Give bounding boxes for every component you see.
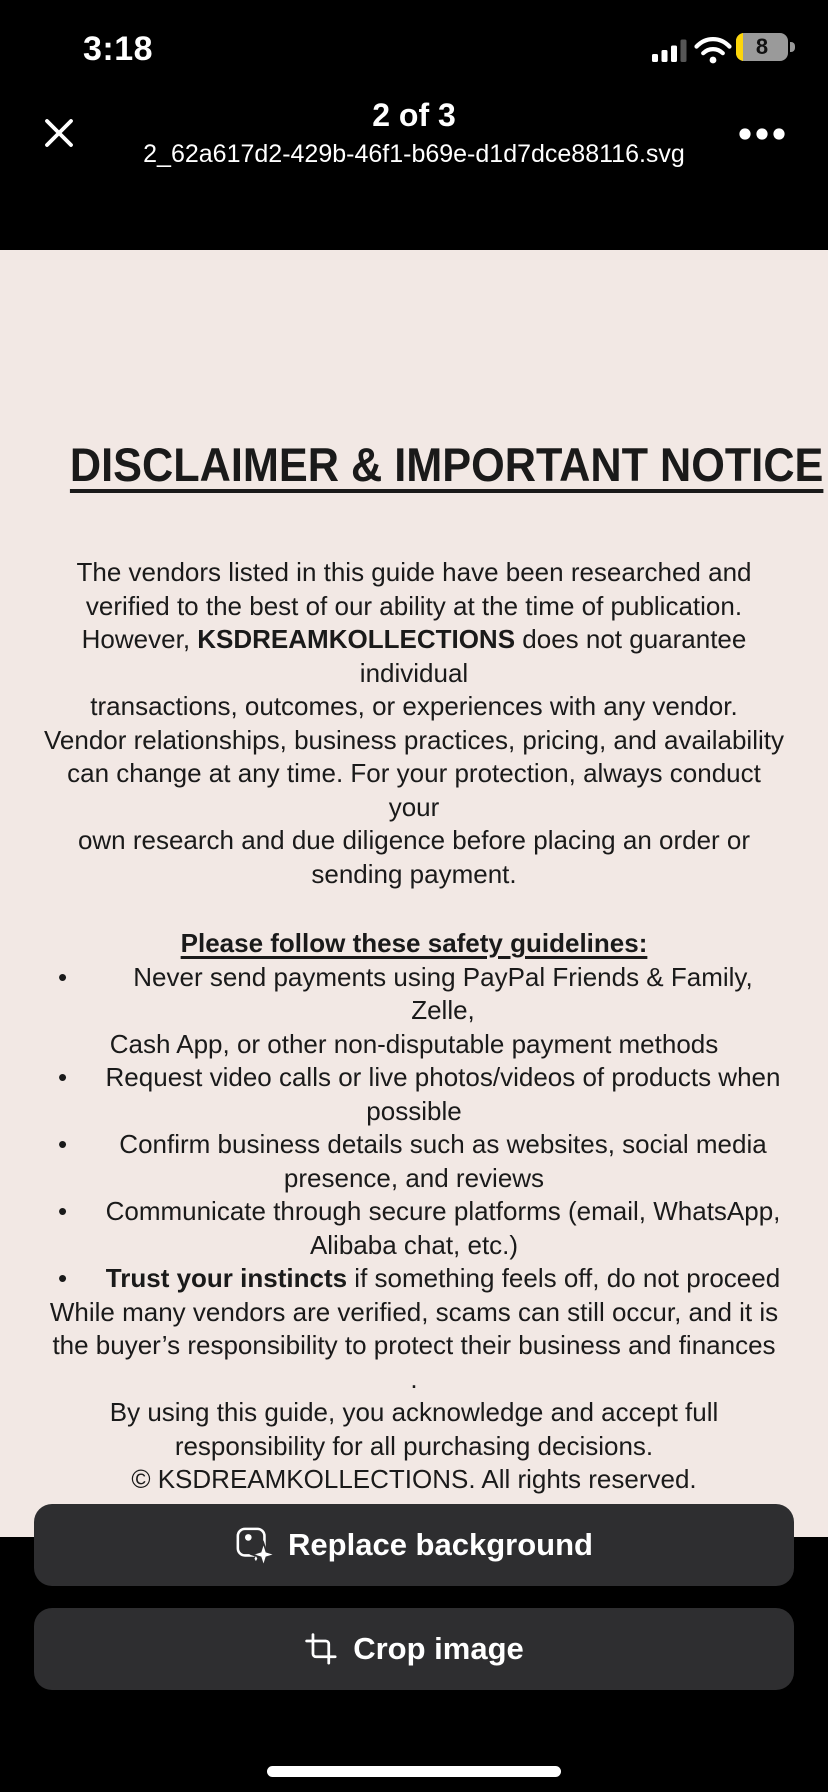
intro-line: Vendor relationships, business practices, pricing, and availability — [44, 724, 784, 755]
bullet-icon: • — [58, 1263, 68, 1293]
outro-line: responsibility for all purchasing decisions. — [174, 1430, 654, 1461]
close-button[interactable] — [34, 108, 84, 158]
document-title: DISCLAIMER & IMPORTANT NOTICE — [69, 438, 824, 491]
copyright-line: © KSDREAMKOLLECTIONS. All rights reserved. — [131, 1464, 697, 1494]
close-icon — [41, 115, 77, 151]
battery-cap — [790, 42, 795, 52]
intro-paragraph — [40, 556, 788, 891]
replace-background-button[interactable] — [34, 1504, 794, 1586]
header-titles — [100, 96, 728, 170]
crop-image-label: Crop image — [353, 1631, 524, 1666]
more-options-button[interactable] — [738, 116, 794, 152]
battery-percent: 8 — [755, 34, 769, 59]
crop-icon — [304, 1632, 338, 1666]
home-indicator[interactable] — [267, 1766, 561, 1777]
status-time: 3:18 — [82, 30, 154, 68]
intro-line: However, KSDREAMKOLLECTIONS does not guarantee individual — [81, 624, 747, 688]
intro-line: The vendors listed in this guide have been researched and — [76, 557, 752, 587]
list-item: • Communicate through secure platforms (email, WhatsApp, Alibaba chat, etc.) — [58, 1196, 781, 1260]
intro-line: sending payment. — [311, 858, 517, 889]
crop-image-button[interactable] — [34, 1608, 794, 1690]
document-content — [0, 436, 828, 1497]
wifi-icon — [694, 37, 732, 64]
replace-background-icon — [235, 1526, 273, 1564]
outro-line: . — [410, 1363, 418, 1394]
bullet-icon: • — [58, 1062, 68, 1092]
list-item: • Confirm business details such as websites, social media presence, and reviews — [58, 1129, 767, 1193]
battery-icon — [736, 33, 788, 61]
guidelines-heading: Please follow these safety guidelines: — [180, 928, 648, 958]
intro-line: verified to the best of our ability at the time of publication. — [85, 590, 743, 621]
more-options-icon — [738, 127, 786, 141]
outro-line: the buyer’s responsibility to protect their business and finances — [52, 1330, 776, 1360]
intro-line: own research and due diligence before placing an order or — [77, 825, 751, 855]
filename: 2_62a617d2-429b-46f1-b69e-d1d7dce88116.svg — [143, 140, 685, 168]
document-preview[interactable] — [0, 250, 828, 1537]
bullet-icon: • — [58, 1129, 68, 1159]
cellular-signal-icon — [652, 39, 687, 62]
page-counter: 2 of 3 — [372, 97, 456, 133]
intro-line: transactions, outcomes, or experiences with any vendor. — [90, 691, 738, 721]
outro-line: While many vendors are verified, scams can still occur, and it is — [49, 1296, 779, 1327]
bullet-icon: • — [58, 1196, 68, 1226]
bullet-icon: • — [58, 961, 68, 992]
list-item: • Trust your instincts if something feels off, do not proceed — [40, 1262, 788, 1296]
outro-line: By using this guide, you acknowledge and accept full — [109, 1397, 719, 1427]
replace-background-label: Replace background — [288, 1527, 593, 1562]
list-item: • Never send payments using PayPal Friends & Family, Zelle, Cash App, or other non-disputable payment methods — [58, 961, 753, 1059]
list-item: • Request video calls or live photos/videos of products when possible — [58, 1062, 781, 1126]
intro-line: can change at any time. For your protection, always conduct your — [67, 758, 761, 822]
brand-name: KSDREAMKOLLECTIONS — [197, 624, 516, 654]
